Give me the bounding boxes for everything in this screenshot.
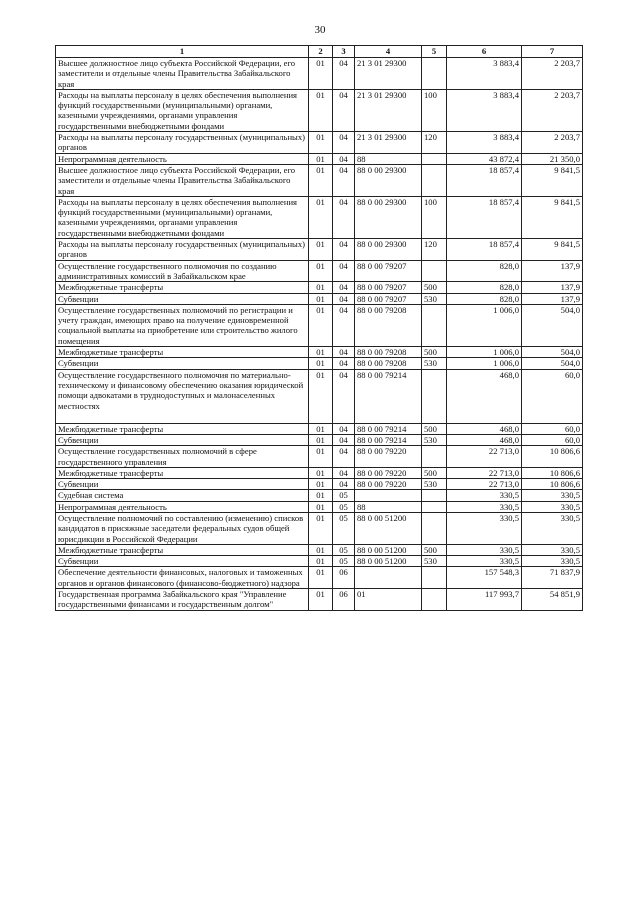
amount-executed-cell: 9 841,5: [522, 239, 583, 261]
subsection-code-cell: 04: [333, 132, 355, 154]
amount-executed-cell: 21 350,0: [522, 153, 583, 164]
amount-cell: 1 006,0: [447, 358, 522, 369]
row-name-cell: Обеспечение деятельности финансовых, налоговых и таможенных органов и органов финансового (финансово-бюджетного) надзора: [56, 567, 309, 589]
table-row: [56, 153, 583, 164]
expense-type-cell: 530: [422, 479, 447, 490]
amount-cell: 468,0: [447, 434, 522, 445]
expense-type-cell: 500: [422, 282, 447, 293]
table-row: [56, 89, 583, 131]
amount-executed-cell: 9 841,5: [522, 164, 583, 196]
amount-cell: 43 872,4: [447, 153, 522, 164]
subsection-code-cell: 04: [333, 369, 355, 423]
section-code-cell: 01: [309, 556, 333, 567]
amount-cell: 330,5: [447, 501, 522, 512]
target-article-cell: 88: [355, 153, 422, 164]
column-header: 6: [447, 46, 522, 58]
table-row: [56, 446, 583, 468]
subsection-code-cell: 05: [333, 556, 355, 567]
amount-executed-cell: 60,0: [522, 423, 583, 434]
row-name-cell: Межбюджетные трансферты: [56, 423, 309, 434]
table-row: [56, 589, 583, 611]
table-row: [56, 490, 583, 501]
target-article-cell: 21 3 01 29300: [355, 89, 422, 131]
table-row: [56, 479, 583, 490]
table-row: [56, 260, 583, 282]
section-code-cell: 01: [309, 89, 333, 131]
table-row: [56, 567, 583, 589]
amount-cell: 22 713,0: [447, 446, 522, 468]
amount-executed-cell: 137,9: [522, 293, 583, 304]
expense-type-cell: [422, 260, 447, 282]
section-code-cell: 01: [309, 239, 333, 261]
expense-type-cell: [422, 58, 447, 90]
subsection-code-cell: 04: [333, 423, 355, 434]
row-name-cell: Межбюджетные трансферты: [56, 282, 309, 293]
budget-table: [55, 45, 583, 611]
subsection-code-cell: 05: [333, 490, 355, 501]
expense-type-cell: [422, 567, 447, 589]
table-row: [56, 347, 583, 358]
section-code-cell: 01: [309, 490, 333, 501]
amount-executed-cell: 60,0: [522, 434, 583, 445]
amount-cell: 18 857,4: [447, 164, 522, 196]
amount-cell: 828,0: [447, 293, 522, 304]
target-article-cell: 88 0 00 79214: [355, 434, 422, 445]
row-name-cell: Судебная система: [56, 490, 309, 501]
section-code-cell: 01: [309, 132, 333, 154]
section-code-cell: 01: [309, 467, 333, 478]
section-code-cell: 01: [309, 423, 333, 434]
column-header: 7: [522, 46, 583, 58]
expense-type-cell: [422, 304, 447, 346]
target-article-cell: 88 0 00 79220: [355, 467, 422, 478]
amount-executed-cell: 504,0: [522, 304, 583, 346]
expense-type-cell: 530: [422, 358, 447, 369]
row-name-cell: Межбюджетные трансферты: [56, 467, 309, 478]
section-code-cell: 01: [309, 544, 333, 555]
target-article-cell: 88 0 00 29300: [355, 239, 422, 261]
amount-executed-cell: 10 806,6: [522, 479, 583, 490]
table-row: [56, 467, 583, 478]
target-article-cell: 88 0 00 29300: [355, 164, 422, 196]
section-code-cell: 01: [309, 567, 333, 589]
section-code-cell: 01: [309, 479, 333, 490]
section-code-cell: 01: [309, 589, 333, 611]
expense-type-cell: [422, 446, 447, 468]
amount-cell: 22 713,0: [447, 479, 522, 490]
subsection-code-cell: 05: [333, 544, 355, 555]
amount-cell: 18 857,4: [447, 239, 522, 261]
target-article-cell: 88 0 00 51200: [355, 544, 422, 555]
subsection-code-cell: 04: [333, 239, 355, 261]
amount-executed-cell: 2 203,7: [522, 58, 583, 90]
row-name-cell: Межбюджетные трансферты: [56, 347, 309, 358]
section-code-cell: 01: [309, 293, 333, 304]
subsection-code-cell: 06: [333, 589, 355, 611]
expense-type-cell: 120: [422, 132, 447, 154]
table-row: [56, 556, 583, 567]
subsection-code-cell: 04: [333, 293, 355, 304]
expense-type-cell: [422, 589, 447, 611]
section-code-cell: 01: [309, 512, 333, 544]
subsection-code-cell: 04: [333, 304, 355, 346]
target-article-cell: 88 0 00 51200: [355, 556, 422, 567]
amount-executed-cell: 504,0: [522, 358, 583, 369]
target-article-cell: 88 0 00 79220: [355, 479, 422, 490]
amount-executed-cell: 330,5: [522, 544, 583, 555]
section-code-cell: 01: [309, 358, 333, 369]
section-code-cell: 01: [309, 58, 333, 90]
amount-executed-cell: 2 203,7: [522, 132, 583, 154]
amount-cell: 1 006,0: [447, 347, 522, 358]
amount-executed-cell: 330,5: [522, 556, 583, 567]
amount-cell: 3 883,4: [447, 58, 522, 90]
table-header-row: [56, 46, 583, 58]
row-name-cell: Осуществление государственных полномочий в сфере государственного управления: [56, 446, 309, 468]
expense-type-cell: 500: [422, 544, 447, 555]
target-article-cell: 88 0 00 79208: [355, 347, 422, 358]
subsection-code-cell: 04: [333, 347, 355, 358]
expense-type-cell: [422, 512, 447, 544]
subsection-code-cell: 05: [333, 501, 355, 512]
amount-executed-cell: 504,0: [522, 347, 583, 358]
amount-executed-cell: 60,0: [522, 369, 583, 423]
expense-type-cell: [422, 501, 447, 512]
expense-type-cell: 530: [422, 556, 447, 567]
page-number: 30: [314, 24, 326, 36]
amount-executed-cell: 137,9: [522, 282, 583, 293]
amount-executed-cell: 330,5: [522, 490, 583, 501]
amount-cell: 330,5: [447, 512, 522, 544]
subsection-code-cell: 04: [333, 479, 355, 490]
amount-executed-cell: 2 203,7: [522, 89, 583, 131]
table-row: [56, 501, 583, 512]
section-code-cell: 01: [309, 347, 333, 358]
row-name-cell: Осуществление государственных полномочий по регистрации и учету граждан, имеющих право на получение единовременной социальной выплаты на приобретение или строительство жилого помещения: [56, 304, 309, 346]
table-row: [56, 369, 583, 423]
row-name-cell: Субвенции: [56, 479, 309, 490]
target-article-cell: 01: [355, 589, 422, 611]
subsection-code-cell: 04: [333, 58, 355, 90]
table-row: [56, 282, 583, 293]
amount-executed-cell: 330,5: [522, 501, 583, 512]
target-article-cell: [355, 490, 422, 501]
expense-type-cell: [422, 369, 447, 423]
amount-executed-cell: 54 851,9: [522, 589, 583, 611]
column-header: 3: [333, 46, 355, 58]
column-header: 5: [422, 46, 447, 58]
amount-cell: 3 883,4: [447, 132, 522, 154]
table-row: [56, 434, 583, 445]
row-name-cell: Осуществление государственного полномочия по созданию административных комиссий в Забайкальском крае: [56, 260, 309, 282]
row-name-cell: Субвенции: [56, 434, 309, 445]
section-code-cell: 01: [309, 434, 333, 445]
target-article-cell: 21 3 01 29300: [355, 132, 422, 154]
expense-type-cell: [422, 164, 447, 196]
section-code-cell: 01: [309, 304, 333, 346]
amount-cell: 330,5: [447, 490, 522, 501]
amount-cell: 22 713,0: [447, 467, 522, 478]
subsection-code-cell: 04: [333, 467, 355, 478]
target-article-cell: 88 0 00 51200: [355, 512, 422, 544]
expense-type-cell: 500: [422, 347, 447, 358]
table-row: [56, 544, 583, 555]
row-name-cell: Межбюджетные трансферты: [56, 544, 309, 555]
section-code-cell: 01: [309, 164, 333, 196]
row-name-cell: Непрограммная деятельность: [56, 501, 309, 512]
column-header: 1: [56, 46, 309, 58]
table-row: [56, 423, 583, 434]
table-row: [56, 358, 583, 369]
target-article-cell: 88 0 00 79207: [355, 260, 422, 282]
target-article-cell: 88 0 00 79208: [355, 304, 422, 346]
target-article-cell: 88 0 00 79207: [355, 293, 422, 304]
target-article-cell: [355, 567, 422, 589]
amount-executed-cell: 10 806,6: [522, 467, 583, 478]
section-code-cell: 01: [309, 501, 333, 512]
row-name-cell: Расходы на выплаты персоналу государственных (муниципальных) органов: [56, 132, 309, 154]
table-row: [56, 293, 583, 304]
row-name-cell: Высшее должностное лицо субъекта Российской Федерации, его заместители и отдельные члены Правительства Забайкальского края: [56, 164, 309, 196]
amount-cell: 468,0: [447, 369, 522, 423]
target-article-cell: 88 0 00 29300: [355, 196, 422, 238]
row-name-cell: Непрограммная деятельность: [56, 153, 309, 164]
amount-executed-cell: 330,5: [522, 512, 583, 544]
table-row: [56, 239, 583, 261]
table-row: [56, 196, 583, 238]
table-body: [56, 58, 583, 611]
target-article-cell: 88 0 00 79220: [355, 446, 422, 468]
subsection-code-cell: 04: [333, 260, 355, 282]
row-name-cell: Субвенции: [56, 556, 309, 567]
table-row: [56, 58, 583, 90]
target-article-cell: 88 0 00 79214: [355, 369, 422, 423]
table-row: [56, 164, 583, 196]
table-row: [56, 132, 583, 154]
amount-executed-cell: 9 841,5: [522, 196, 583, 238]
expense-type-cell: 500: [422, 467, 447, 478]
amount-cell: 117 993,7: [447, 589, 522, 611]
row-name-cell: Осуществление государственного полномочия по материально-техническому и финансовому обеспечению оказания юридической помощи адвокатами в труднодоступных и малонаселенных местностях: [56, 369, 309, 423]
subsection-code-cell: 04: [333, 196, 355, 238]
target-article-cell: 88 0 00 79208: [355, 358, 422, 369]
amount-cell: 1 006,0: [447, 304, 522, 346]
subsection-code-cell: 06: [333, 567, 355, 589]
section-code-cell: 01: [309, 369, 333, 423]
amount-executed-cell: 137,9: [522, 260, 583, 282]
amount-cell: 330,5: [447, 544, 522, 555]
expense-type-cell: 530: [422, 293, 447, 304]
amount-cell: 18 857,4: [447, 196, 522, 238]
target-article-cell: 88 0 00 79207: [355, 282, 422, 293]
subsection-code-cell: 04: [333, 358, 355, 369]
row-name-cell: Расходы на выплаты персоналу государственных (муниципальных) органов: [56, 239, 309, 261]
amount-cell: 3 883,4: [447, 89, 522, 131]
section-code-cell: 01: [309, 153, 333, 164]
subsection-code-cell: 04: [333, 164, 355, 196]
expense-type-cell: 100: [422, 89, 447, 131]
expense-type-cell: 100: [422, 196, 447, 238]
amount-cell: 468,0: [447, 423, 522, 434]
subsection-code-cell: 04: [333, 153, 355, 164]
subsection-code-cell: 04: [333, 89, 355, 131]
column-header: 4: [355, 46, 422, 58]
subsection-code-cell: 04: [333, 446, 355, 468]
amount-cell: 157 548,3: [447, 567, 522, 589]
target-article-cell: 21 3 01 29300: [355, 58, 422, 90]
section-code-cell: 01: [309, 196, 333, 238]
row-name-cell: Осуществление полномочий по составлению (изменению) списков кандидатов в присяжные заседатели федеральных судов общей юрисдикции в Российской Федерации: [56, 512, 309, 544]
expense-type-cell: 500: [422, 423, 447, 434]
section-code-cell: 01: [309, 282, 333, 293]
expense-type-cell: [422, 490, 447, 501]
expense-type-cell: 530: [422, 434, 447, 445]
target-article-cell: 88: [355, 501, 422, 512]
amount-cell: 828,0: [447, 260, 522, 282]
subsection-code-cell: 05: [333, 512, 355, 544]
row-name-cell: Расходы на выплаты персоналу в целях обеспечения выполнения функций государственными (муниципальными) органами, казенными учреждениями, органами управления государственными внебюджетными фондами: [56, 89, 309, 131]
amount-executed-cell: 10 806,6: [522, 446, 583, 468]
table-row: [56, 512, 583, 544]
target-article-cell: 88 0 00 79214: [355, 423, 422, 434]
row-name-cell: Высшее должностное лицо субъекта Российской Федерации, его заместители и отдельные члены Правительства Забайкальского края: [56, 58, 309, 90]
subsection-code-cell: 04: [333, 282, 355, 293]
row-name-cell: Субвенции: [56, 358, 309, 369]
amount-cell: 828,0: [447, 282, 522, 293]
expense-type-cell: [422, 153, 447, 164]
expense-type-cell: 120: [422, 239, 447, 261]
row-name-cell: Расходы на выплаты персоналу в целях обеспечения выполнения функций государственными (муниципальными) органами, казенными учреждениями, органами управления государственными внебюджетными фондами: [56, 196, 309, 238]
amount-cell: 330,5: [447, 556, 522, 567]
amount-executed-cell: 71 837,9: [522, 567, 583, 589]
row-name-cell: Субвенции: [56, 293, 309, 304]
section-code-cell: 01: [309, 260, 333, 282]
section-code-cell: 01: [309, 446, 333, 468]
subsection-code-cell: 04: [333, 434, 355, 445]
table-row: [56, 304, 583, 346]
row-name-cell: Государственная программа Забайкальского края "Управление государственными финансами и государственным долгом": [56, 589, 309, 611]
column-header: 2: [309, 46, 333, 58]
